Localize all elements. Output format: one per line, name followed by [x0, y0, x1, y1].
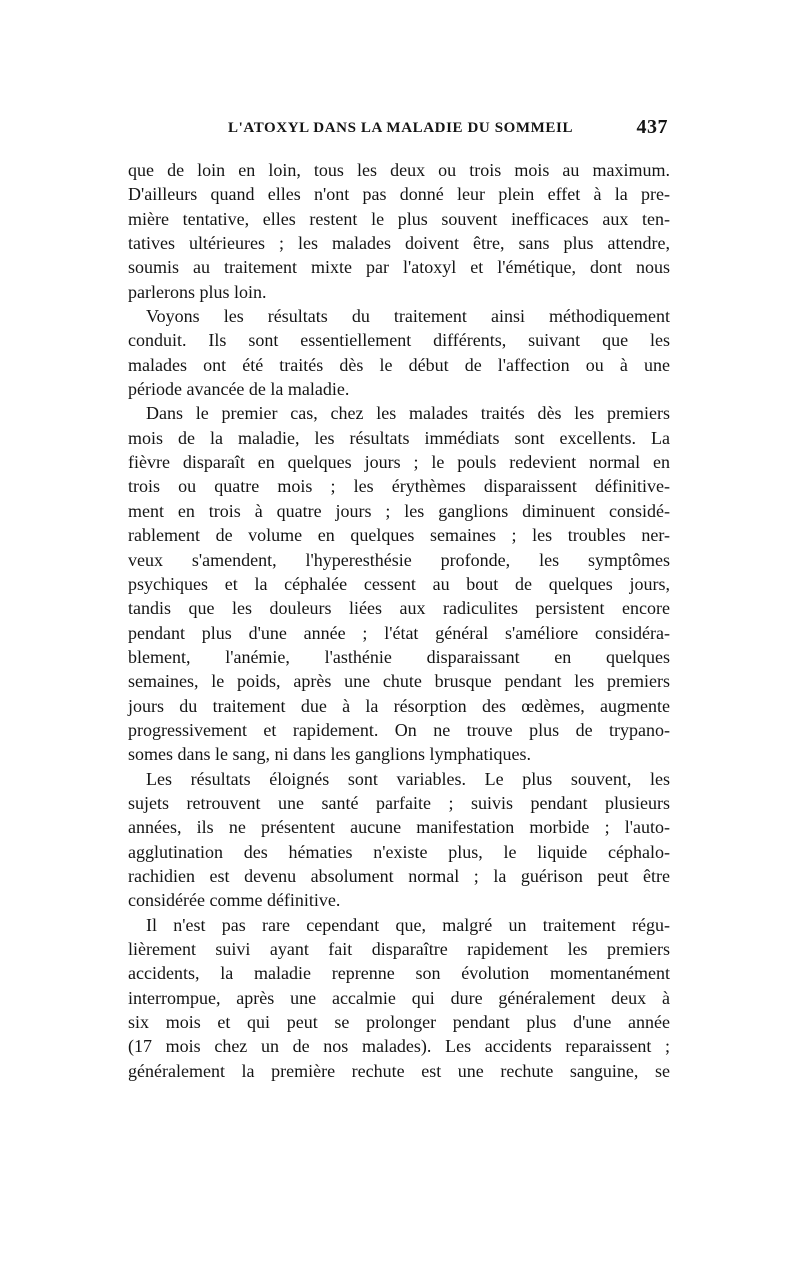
text-line: accidents, la maladie reprenne son évolution momentanément	[128, 963, 670, 984]
text-line: lièrement suivi ayant fait disparaître rapidement les premiers	[128, 939, 670, 959]
text-line: période avancée de la maladie.	[128, 379, 350, 400]
text-line: soumis au traitement mixte par l'atoxyl et l'émétique, dont nous	[128, 257, 670, 278]
text-line: considérée comme définitive.	[128, 890, 341, 911]
text-line: Il n'est pas rare cependant que, malgré un traitement régu-	[146, 914, 670, 935]
paragraph-2	[128, 304, 670, 401]
text-line: Voyons les résultats du traitement ainsi méthodiquement	[146, 306, 670, 327]
text-line: pendant plus d'une année ; l'état général s'améliore considéra-	[128, 622, 670, 643]
text-line: interrompue, après une accalmie qui dure généralement deux à	[128, 987, 670, 1008]
text-line: que de loin en loin, tous les deux ou trois mois au maximum.	[128, 160, 670, 180]
text-line: malades ont été traités dès le début de l'affection ou à une	[128, 354, 670, 375]
paragraph-5	[128, 913, 670, 1083]
body-text	[128, 158, 670, 1083]
text-line: (17 mois chez un de nos malades). Les accidents reparaissent ;	[128, 1036, 670, 1057]
text-line: trois ou quatre mois ; les érythèmes disparaissent définitive-	[128, 476, 670, 497]
text-line: sujets retrouvent une santé parfaite ; suivis pendant plusieurs	[128, 792, 670, 813]
text-line: tandis que les douleurs liées aux radiculites persistent encore	[128, 598, 670, 619]
running-header	[128, 116, 670, 142]
text-line: veux s'amendent, l'hyperesthésie profonde, les symptômes	[128, 549, 670, 570]
text-line: agglutination des hématies n'existe plus, le liquide céphalo-	[128, 841, 670, 862]
text-line: psychiques et la céphalée cessent au bout de quelques jours,	[128, 573, 670, 594]
paragraph-4	[128, 767, 670, 913]
text-line: D'ailleurs quand elles n'ont pas donné leur plein effet à la pre-	[128, 184, 670, 205]
paragraph-3	[128, 401, 670, 766]
text-line: parlerons plus loin.	[128, 281, 267, 302]
text-line: rachidien est devenu absolument normal ; la guérison peut être	[128, 865, 670, 886]
page-number: 437	[636, 116, 668, 138]
text-line: rablement de volume en quelques semaines ; les troubles ner-	[128, 525, 670, 546]
text-line: mière tentative, elles restent le plus souvent inefficaces aux ten-	[128, 208, 670, 229]
text-line: tatives ultérieures ; les malades doivent être, sans plus attendre,	[128, 233, 670, 254]
text-line: blement, l'anémie, l'asthénie disparaissant en quelques	[128, 646, 670, 667]
text-line: ment en trois à quatre jours ; les ganglions diminuent considé-	[128, 500, 670, 521]
text-line: semaines, le poids, après une chute brusque pendant les premiers	[128, 671, 670, 692]
text-line: Les résultats éloignés sont variables. Le plus souvent, les	[146, 768, 670, 789]
text-line: somes dans le sang, ni dans les ganglions lymphatiques.	[128, 744, 531, 765]
text-line: jours du traitement due à la résorption des œdèmes, augmente	[128, 695, 670, 716]
text-line: Dans le premier cas, chez les malades traités dès les premiers	[146, 403, 670, 424]
text-line: progressivement et rapidement. On ne trouve plus de trypano-	[128, 719, 670, 740]
text-line: mois de la maladie, les résultats immédiats sont excellents. La	[128, 427, 670, 448]
text-line: généralement la première rechute est une rechute sanguine, se	[128, 1060, 670, 1081]
text-line: fièvre disparaît en quelques jours ; le pouls redevient normal en	[128, 452, 670, 473]
running-title: L'ATOXYL DANS LA MALADIE DU SOMMEIL	[228, 120, 574, 136]
text-line: six mois et qui peut se prolonger pendant plus d'une année	[128, 1012, 670, 1033]
paragraph-1	[128, 158, 670, 304]
text-line: conduit. Ils sont essentiellement différents, suivant que les	[128, 330, 670, 351]
text-line: années, ils ne présentent aucune manifestation morbide ; l'auto-	[128, 817, 670, 838]
